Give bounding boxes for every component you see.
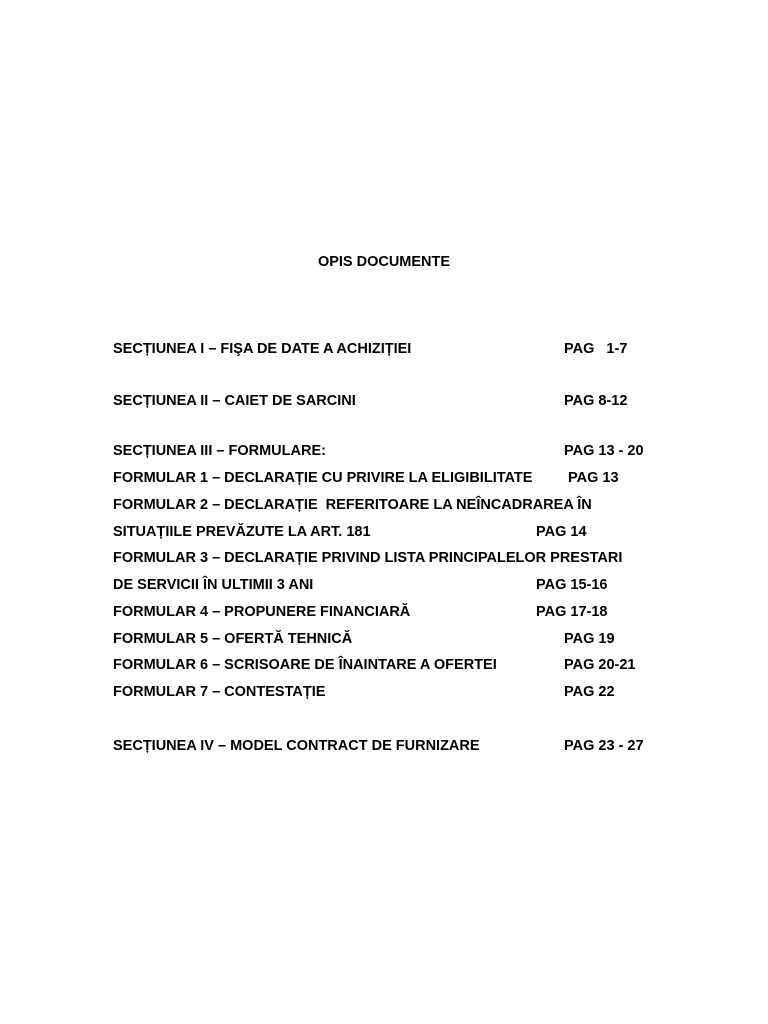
entry-title: DE SERVICII ÎN ULTIMII 3 ANI	[113, 577, 314, 593]
entry-page: PAG 15-16	[536, 577, 608, 593]
entry-title: FORMULAR 4 – PROPUNERE FINANCIARĂ	[113, 604, 411, 620]
entry-title: SECȚIUNEA IV – MODEL CONTRACT DE FURNIZARE	[113, 738, 480, 754]
entry-page: PAG 20-21	[564, 657, 636, 673]
entry-page: PAG 22	[564, 684, 615, 700]
entry-title: FORMULAR 1 – DECLARAȚIE CU PRIVIRE LA ELIGIBILITATE	[113, 470, 533, 486]
entry-page: PAG 1-7	[564, 341, 628, 357]
entry-page: PAG 14	[536, 524, 587, 540]
entry-page: PAG 13	[568, 470, 619, 486]
entry-title: SITUAȚIILE PREVĂZUTE LA ART. 181	[113, 524, 371, 540]
document-title: OPIS DOCUMENTE	[317, 254, 451, 270]
entry-page: PAG 8-12	[564, 393, 628, 409]
entry-title: SECȚIUNEA I – FIŞA DE DATE A ACHIZIȚIEI	[113, 341, 412, 357]
entry-page: PAG 19	[564, 631, 615, 647]
entry-title: SECȚIUNEA III – FORMULARE:	[113, 443, 326, 459]
entry-title: FORMULAR 7 – CONTESTAȚIE	[113, 684, 326, 700]
entry-page: PAG 13 - 20	[564, 443, 644, 459]
entry-title: FORMULAR 2 – DECLARAȚIE REFERITOARE LA NEÎNCADRAREA ÎN	[113, 497, 592, 513]
entry-page: PAG 23 - 27	[564, 738, 644, 754]
entry-title: FORMULAR 3 – DECLARAȚIE PRIVIND LISTA PRINCIPALELOR PRESTARI	[113, 550, 623, 566]
entry-page: PAG 17-18	[536, 604, 608, 620]
entry-title: FORMULAR 6 – SCRISOARE DE ÎNAINTARE A OFERTEI	[113, 657, 497, 673]
entry-title: SECȚIUNEA II – CAIET DE SARCINI	[113, 393, 356, 409]
entry-title: FORMULAR 5 – OFERTĂ TEHNICĂ	[113, 631, 353, 647]
